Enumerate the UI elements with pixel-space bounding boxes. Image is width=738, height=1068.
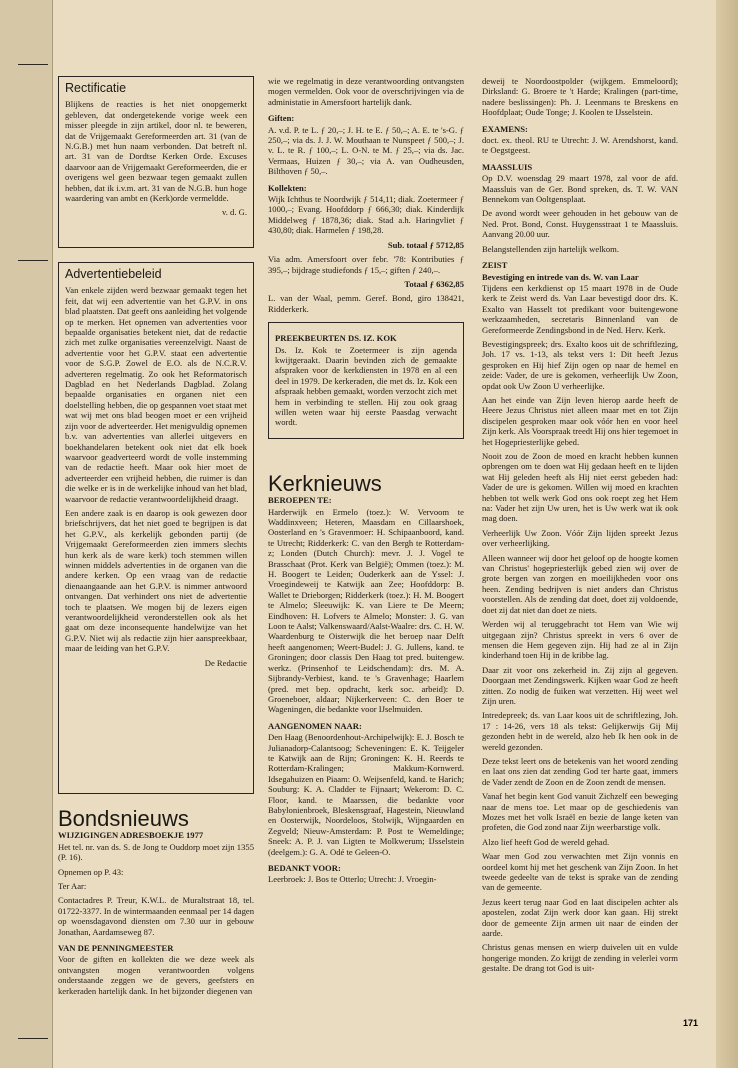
- maassluis-p2: De avond wordt weer gehouden in het gebouw van de Ned. Prot. Bond, Const. Huygensstraat 1 te Maassluis. Aanvang 20.00 uur.: [482, 208, 678, 240]
- zeist-p5: Verheerlijk Uw Zoon. Vóór Zijn lijden spreekt Jezus over verheerlijking.: [482, 527, 678, 549]
- advertentiebeleid-title: Advertentiebeleid: [65, 267, 162, 281]
- zeist-p10: Deze tekst leert ons de betekenis van het woord zending en laat ons zien dat zending God ter harte gaat, immers de Vader zendt de Zoon en de Zoon zendt de mensen.: [482, 755, 678, 787]
- preekbeurten-box: [268, 322, 464, 439]
- preekbeurten-body: Ds. Iz. Kok te Zoetermeer is zijn agenda kwijtgeraakt. Daarin bevinden zich de gemaakte afspraken voor de kerkdiensten in 1978 en al een deel in 1979. De kerkeraden, die met ds. Iz. Kok een afspraak hebben gemaakt, worden verzocht zich met hem in verbinding te stellen. Hij zou ook graag willen weten waar hij eerste Paasdag verwacht wordt.: [275, 344, 457, 428]
- adresboekje-p3: Ter Aar:: [58, 881, 87, 892]
- zeist-p7: Werden wij al teruggebracht tot Hem van Wie wij uitgegaan zijn? Christus spreekt in vers 6 over de mensen die Hem gegeven zijn. Hij had ze al in Zijn kinderhand toen Hij in de kribbe lag.: [482, 619, 678, 661]
- bondsnieuws-section: [58, 806, 254, 996]
- zeist-p9: Intredepreek; ds. van Laar koos uit de schriftlezing, Joh. 17 : 14-26, vers 18 als tekst: Gelijkerwijs Gij Mij gezonden hebt in de wereld, alzo heb Ik hen ook in de wereld gezonden.: [482, 710, 678, 752]
- zeist-p8: Daar zit voor ons zekerheid in. Zij zijn al gegeven. Doorgaan met Zendingswerk. Kijken waar God ze heeft zitten. Zo nodig de fuiken wat verzetten. Hij weet wel Zijn uren.: [482, 664, 678, 706]
- adm-amersfoort: Via adm. Amersfoort over febr. '78: Kontributies ƒ 395,–; bijdrage studiefonds ƒ 15,–; giften ƒ 240,–.: [268, 254, 464, 275]
- kollekten-list: Wijk Ichthus te Noordwijk ƒ 514,11; diak. Zoetermeer ƒ 1000,–; Evang. Hoofddorp ƒ 666,30; diak. Kinderdijk Middelweg ƒ 1878,36; diak. Stad a.h. Haringvliet ƒ 430,80; diak. Harmelen ƒ 198,28.: [268, 194, 464, 236]
- advertentiebeleid-signature: De Redactie: [204, 657, 247, 668]
- bondsnieuws-title: Bondsnieuws: [58, 806, 189, 831]
- subtotaal: Sub. totaal ƒ 5712,85: [387, 239, 464, 250]
- giften-list: A. v.d. P. te L. ƒ 20,–; J. H. te E. ƒ 50,–; A. E. te 's-G. ƒ 250,–; via ds. J. J. W. Mouthaan te Nunspeet ƒ 500,–; J. v. L. te R. ƒ 100,–; L. O-N. te M. ƒ 25,–; via ds. Jac. Vermaas, Huizen ƒ 30,–; via A. van Oudheusden, Bilthoven ƒ 50,–.: [268, 124, 464, 177]
- examens-heading: EXAMENS:: [482, 123, 528, 134]
- zeist-p4: Nooit zou de Zoon de moed en kracht hebben kunnen opbrengen om te doen wat Hij gedaan heeft en te lijden wat Hij geleden heeft als Hij niet eerst gebeden had: Vader de ure is gekomen. Willen wij moed en krachten hebben tot welk werk God ons ook roept zeg het Hem na: Vader het zijn Uw uren, het is Uw werk wat ik ook mag doen.: [482, 451, 678, 524]
- advertentiebeleid-p1: Van enkele zijden werd bezwaar gemaakt tegen het feit, dat wij een advertentie van het G.P.V. in ons blad plaatsten. Dat geeft ons aanleiding het volgende op te merken. Het opnemen van advertenties voor bepaalde organisaties betekent niet, dat de redactie zich met zulke organisaties vereenzelvigt. Naast de advertentie voor het G.P.V. staat een advertentie voor de S.G.P. Zowel de E.O. als de N.C.R.V. adverteren regelmatig. Zo ook het Reformatorisch Dagblad en het Nederlands Dagblad. Zolang bepaalde organisaties en organen niet een doelstelling hebben, die op gespannen voet staat met wat wij met ons blad beogen moet er een vrijheid zijn voor de adverteerder. Het menigvuldig opnemen b.v. van advertenties van allerlei uitgevers en boekhandelaren betekent ook niet dat elk boek waarvoor geadverteerd wordt de volle instemming van de redactie heeft. Maar ook hier moet de adverteerder een vrijheid hebben, die ruimer is dan die welke er is in de werkelijke inhoud van het blad, waarvoor de redactie verantwoordelijkheid draagt.: [65, 285, 247, 504]
- aangenomen-list: Den Haag (Benoordenhout-Archipelwijk): E. J. Bosch te Julianadorp-Calantsoog; Scheveningen: E. K. Teijgeler te Katwijk aan de Rijn; Groningen: K. H. Reerds te Rotterdam-Kralingen; Makkum-Kornwerd. Idsegahuizen en Piaam: O. Weijsenfeld, kand. te Harich; Souburg: K. A. Cladder te Fijnaart; Wekerom: D. C. Floor, kand. te Maarssen, die bedankte voor Babylonienbroek, Bleskensgraaf, Hagestein, Nieuwland en Oosterwijk, Noordeloos, Stolwijk, Wijngaarden en Zegveld; Nieuw-Amsterdam: P. Post te Wemeldinge; Sneek: A. P. J. van Ligten te Molkwerum; IJsselstein (deelgem.): G. A. Odé te Geleen-O.: [268, 732, 464, 857]
- beroepen-list: Harderwijk en Ermelo (toez.): W. Vervoom te Waddinxveen; Heteren, Maasdam en Cillaarshoek, Oosterland en 's Gravenmoer: H. Schipaanboord, kand. te Utrecht; Ridderkerk: C. van den Bergh te Rotterdam-z; Londen (Dutch Church): mevr. J. J. Vogel te Brasschaat (Prot. Kerk van België); Ommen (toez.): M. H. Boogert te Leiden; Ouderkerk aan de Yssel: J. Vroegindeweij te Katwijk aan Zee; Hoofddorp: B. Wallet te Drieborgen; Ridderkerk (toez.): H. M. Boogert te Almelo; Sleeuwijk: K. van Liere te De Meern; Eindhoven: H. Lofvers te Almelo; Monster: J. G. van Loon te Aalst; Valkenswaard/Aalst-Waalre: drs. C. H. W. Waardenburg te Oisterwijk die het beroep naar Delft heeft aangenomen; Weert-Budel: J. G. Jullens, kand. te Groningen; door classis Den Haag tot pred. buitengew. werkz. (Prinsenhof te Leidschendam): drs. M. A. Sijbrandy-Verbiest, kand. te 's Gravenhage; Haarlem (pred. met bep. opdracht, kerk soc. arbeid): D. Groeneboer, aldaar; Nijkerkerveen: C. den Boer te Wageningen, die bedankte voor IJselmuiden.: [268, 506, 464, 715]
- advertentiebeleid-box: [58, 262, 254, 794]
- penningmeester-signature: L. van der Waal, pemm. Geref. Bond, giro 138421, Ridderkerk.: [268, 293, 464, 314]
- kerknieuws-title: Kerknieuws: [268, 470, 382, 496]
- left-column: [58, 76, 254, 1000]
- rectificatie-title: Rectificatie: [65, 81, 127, 95]
- middle-column: [268, 76, 464, 889]
- zeist-p12: Alzo lief heeft God de wereld gehad.: [482, 836, 610, 847]
- bedankt-list: Leerbroek: J. Bos te Otterlo; Utrecht: J. Vroegin-: [268, 874, 437, 885]
- rectificatie-signature: v. d. G.: [222, 207, 247, 218]
- page-number: 171: [682, 1018, 698, 1028]
- preekbeurten-title: PREEKBEURTEN DS. IZ. KOK: [275, 333, 397, 344]
- maassluis-p1: Op D.V. woensdag 29 maart 1978, zal voor de afd. Maassluis van de Ger. Bond spreken, ds. T. W. VAN Bennekom van Ooltgensplaat.: [482, 173, 678, 205]
- penningmeester-p1: Voor de giften en kollekten die we deze week als ontvangsten mogen verantwoorden volgens onderstaande zeggen we de gevers, geefsters en kerkeraden hartelijk dank. In het bijzonder diegenen van: [58, 954, 254, 996]
- advertentiebeleid-p2: Een andere zaak is en daarop is ook gewezen door briefschrijvers, dat het niet goed te begrijpen is dat het G.P.V., als kerkelijk gebonden partij (de Vrijgemaakt Gereformeerden zien immers slechts hun kerk als de ware kerk) toch stemmen willen winnen middels advertenties in de organen van die andere kerken. Op een vraag van de redactie dienaangaande aan het G.P.V. is nimmer antwoord ontvangen. Dat verhindert ons niet de advertentie toch te plaatsen. We mogen bij de lezers eigen verantwoordelijkheid veronderstellen ook als het gaat om deze inconsequente handelwijze van het G.P.V. Niet wij als redactie zijn hier aanspreekbaar, maar de leiding van het G.P.V.: [65, 507, 247, 654]
- bedankt-continued: deweij te Noordoostpolder (wijkgem. Emmeloord); Dirksland: G. Broere te 't Harde; Kralingen (part-time, nadere beslissingen): Ph. J. Leenmans te Breskens en Hoofdplaat; Oude Tonge; J. Koolen te IJsselstein.: [482, 76, 678, 118]
- zeist-p14: Jezus keert terug naar God en laat discipelen achter als apostelen, zodat Zijn werk door kan gaan. Hij strekt door de gemeente Zijn armen uit naar de einden der aarde.: [482, 896, 678, 939]
- examens-body: doct. ex. theol. RU te Utrecht: J. W. Arendshorst, kand. te Oegstgeest.: [482, 135, 678, 156]
- zeist-p15: Christus genas mensen en wierp duivelen uit en vulde hongerige monden. Zo krijgt de zending in velerlei vorm gestalte. De drang tot God is uit-: [482, 942, 678, 974]
- rectificatie-body: Blijkens de reacties is het niet onopgemerkt gebleven, dat ondergetekende vorige week een misser pleegde in zijn artikel, door nl. te beweren, dat de Vrijgemaakt Gereformeerden art. 31 (van de N.G.B.) met hun naam verbonden. Dat betreft nl. art. 31 van de Dordtse Kerken Orde. Excuses daarvoor aan de Vrijgemaakt Gereformeerden, die er overigens wel geen bezwaar tegen gemaakt zullen hebben, dat ik i.v.m. art. 31 van de N.G.B. hun hoge waardering van ambt en (Kerk)orde vermeldde.: [65, 99, 247, 204]
- adresboekje-heading: WIJZIGINGEN ADRESBOEKJE 1977: [58, 830, 204, 841]
- maassluis-p3: Belangstellenden zijn hartelijk welkom.: [482, 243, 619, 254]
- verantwoording-intro: wie we regelmatig in deze verantwoording ontvangsten mogen vermelden. Ook voor de overschrijvingen via de administatie in Amersfoort hartelijk dank.: [268, 76, 464, 107]
- adresboekje-p1: Het tel. nr. van ds. S. de Jong te Ouddorp moet zijn 1355 (P. 16).: [58, 841, 254, 863]
- kerknieuws-section: [268, 470, 464, 885]
- binding-margin: [0, 0, 53, 1068]
- beroepen-heading: BEROEPEN TE:: [268, 495, 332, 506]
- maassluis-heading: MAASSLUIS: [482, 161, 533, 172]
- zeist-heading: ZEIST: [482, 260, 508, 271]
- rectificatie-box: [58, 76, 254, 248]
- zeist-p3: Aan het einde van Zijn leven hierop aarde heeft de Heere Jezus Christus niet alleen maar met en tot Zijn discipelen gesproken maar ook vóór hen en voor heel Zijn kerk. Als Voorspraak treedt Hij ons hier tegemoet in het Hogepriesterlijke gebed.: [482, 394, 678, 447]
- bedankt-heading: BEDANKT VOOR:: [268, 863, 341, 873]
- zeist-p1: Tijdens een kerkdienst op 15 maart 1978 in de Oude kerk te Zeist werd ds. Van Laar bevestigd door drs. K. Exalto van Hasselt tot predikant voor buitengewone werkzaamheden, secretaris Binnenland van de Gereformeerde Zendingsbond in de Ned. Herv. Kerk.: [482, 282, 678, 335]
- right-column: [482, 76, 678, 978]
- giften-heading: Giften:: [268, 113, 295, 124]
- kollekten-heading: Kollekten:: [268, 182, 307, 193]
- zeist-subheading: Bevestiging en intrede van ds. W. van Laar: [482, 271, 639, 282]
- adresboekje-p2: Opnemen op P. 43:: [58, 866, 124, 877]
- zeist-p13: Waar men God zou verwachten met Zijn vonnis en oordeel komt hij met het geschenk van Zijn Zoon. In het tweede gedeelte van de tekst is sprake van de zending van de gemeente.: [482, 851, 678, 893]
- page-edge: [716, 0, 738, 1068]
- zeist-p6: Alleen wanneer wij door het geloof op de hoogte komen van Christus' hogepriesterlijk gebed zien wij over de grote bergen van zorgen en moeilijkheden voor ons heen. Zending bedrijven is niet anders dan Christus voorstellen. Als de zending dat doet, doet zij voldoende, doet zij dat niet dan doet ze niets.: [482, 552, 678, 615]
- zeist-p11: Vanaf het begin kent God vanuit Zichzelf een beweging naar de mens toe. Let maar op de geschiedenis van Mozes met het volk Israël en bezie de lange keten van profeten, die God zond naar Zijn weerbarstige volk.: [482, 791, 678, 833]
- adresboekje-p4: Contactadres P. Treur, K.W.L. de Muraltstraat 18, tel. 01722-3377. In de wintermaanden eenmaal per 14 dagen op woensdagavond diensten om 7.30 uur in gebouw Jonathan, Aardamseweg 87.: [58, 895, 254, 937]
- aangenomen-heading: AANGENOMEN NAAR:: [268, 720, 362, 731]
- penningmeester-heading: VAN DE PENNINGMEESTER: [58, 943, 174, 954]
- zeist-p2: Bevestigingspreek; drs. Exalto koos uit de schriftlezing, Joh. 17 vs. 1-13, als tekst vers 1: Dit heeft Jezus gesproken en Hij hief Zijn ogen op naar de hemel en zeide: Vader, de ure is gekomen, verheerlijk Uw Zoon, opdat ook Uw Zoon U verheerlijke.: [482, 338, 678, 391]
- totaal: Totaal ƒ 6362,85: [404, 278, 464, 289]
